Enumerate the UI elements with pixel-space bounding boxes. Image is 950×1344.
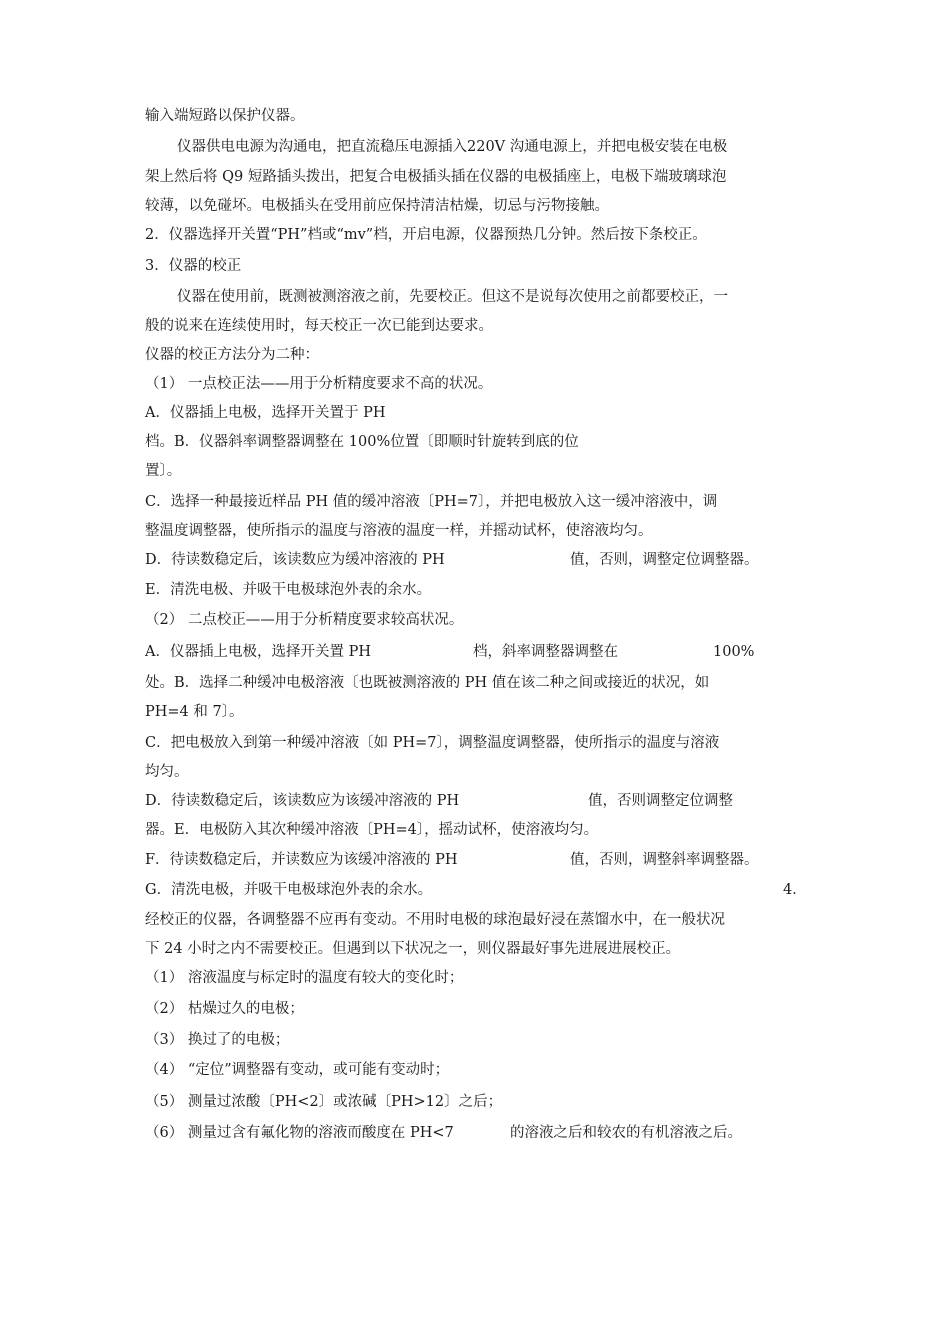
text-line: C．把电极放入到第一种缓冲溶液〔如 PH=7〕，调整温度调整器，使所指示的温度与溶液 xyxy=(145,735,720,751)
text-line: PH=4 和 7〕。 xyxy=(145,704,244,720)
line-part-3: 100% xyxy=(713,644,755,660)
line-right: 值，否则，调整斜率调整器。 xyxy=(570,852,759,868)
text-line: 较薄，以免碰坏。电极插头在受用前应保持清洁枯燥，切忌与污物接触。 xyxy=(145,198,609,214)
paragraph-line: 仪器在使用前，既测被测溶液之前，先要校正。但这不是说每次使用之前都要校正，一 xyxy=(177,289,728,305)
text-line: 整温度调整器，使所指示的温度与溶液的温度一样，并摇动试杯，使溶液均匀。 xyxy=(145,523,653,539)
line-part-1: A．仪器插上电极，选择开关置 PH xyxy=(145,644,371,660)
line-right: 值，否则调整定位调整 xyxy=(588,793,733,809)
text-line: E．清洗电极、并吸干电极球泡外表的余水。 xyxy=(145,582,432,598)
line-right: 的溶液之后和较农的有机溶液之后。 xyxy=(510,1125,742,1141)
list-item: （4） “定位”调整器有变动，或可能有变动时； xyxy=(145,1062,450,1078)
text-line: 处。B．选择二种缓冲电极溶液〔也既被测溶液的 PH 值在该二种之间或接近的状况，如 xyxy=(145,675,710,691)
list-item: （5） 测量过浓酸〔PH<2〕或浓碱〔PH>12〕之后； xyxy=(145,1094,503,1110)
text-line xyxy=(145,850,805,870)
text-line xyxy=(145,550,805,570)
text-line: A．仪器插上电极，选择开关置于 PH xyxy=(145,405,386,421)
line-right: 值，否则，调整定位调整器。 xyxy=(570,552,759,568)
text-line: 输入端短路以保护仪器。 xyxy=(145,108,305,124)
list-item: （1） 溶液温度与标定时的温度有较大的变化时； xyxy=(145,970,464,986)
text-line: 置〕。 xyxy=(145,463,182,479)
text-line xyxy=(145,791,805,811)
line-left: G．清洗电极，并吸干电极球泡外表的余水。 xyxy=(145,882,433,898)
line-part-2: 档，斜率调整器调整在 xyxy=(473,644,618,660)
line-right: 4． xyxy=(783,882,807,898)
text-line xyxy=(145,642,805,662)
line-left: D．待读数稳定后，该读数应为该缓冲溶液的 PH xyxy=(145,793,460,809)
list-item: （2） 枯燥过久的电极； xyxy=(145,1001,304,1017)
text-line: 般的说来在连续使用时，每天校正一次已能到达要求。 xyxy=(145,318,493,334)
text-line: 器。E．电极防入其次种缓冲溶液〔PH=4〕，摇动试杯，使溶液均匀。 xyxy=(145,822,599,838)
text-line: 2．仪器选择开关置“PH”档或“mv”档，开启电源，仪器预热几分钟。然后按下条校正。 xyxy=(145,227,707,243)
line-left: D．待读数稳定后，该读数应为缓冲溶液的 PH xyxy=(145,552,445,568)
text-line xyxy=(145,880,805,900)
list-item: （1） 一点校正法——用于分析精度要求不高的状况。 xyxy=(145,376,493,392)
text-line: C．选择一种最接近样品 PH 值的缓冲溶液〔PH=7〕，并把电极放入这一缓冲溶液中，调 xyxy=(145,494,718,510)
text-line: 架上然后将 Q9 短路插头拨出，把复合电极插头插在仪器的电极插座上，电极下端玻璃球泡 xyxy=(145,169,727,185)
paragraph-line: 仪器供电电源为沟通电，把直流稳压电源插入220V 沟通电源上，并把电极安装在电极 xyxy=(177,139,728,155)
text-line: 经校正的仪器，各调整器不应再有变动。不用时电极的球泡最好浸在蒸馏水中，在一般状况 xyxy=(145,912,725,928)
text-line: 均匀。 xyxy=(145,764,189,780)
text-line: 档。B．仪器斜率调整器调整在 100%位置〔即顺时针旋转到底的位 xyxy=(145,434,579,450)
line-left: （6） 测量过含有氟化物的溶液而酸度在 PH<7 xyxy=(145,1125,454,1141)
list-item xyxy=(145,1123,805,1143)
list-item: （3） 换过了的电极； xyxy=(145,1032,290,1048)
section-heading: 3．仪器的校正 xyxy=(145,258,242,274)
text-line: 下 24 小时之内不需要校正。但遇到以下状况之一，则仪器最好事先进展进展校正。 xyxy=(145,941,681,957)
line-left: F．待读数稳定后，并读数应为该缓冲溶液的 PH xyxy=(145,852,458,868)
text-line: 仪器的校正方法分为二种： xyxy=(145,347,319,363)
list-item: （2） 二点校正——用于分析精度要求较高状况。 xyxy=(145,612,464,628)
